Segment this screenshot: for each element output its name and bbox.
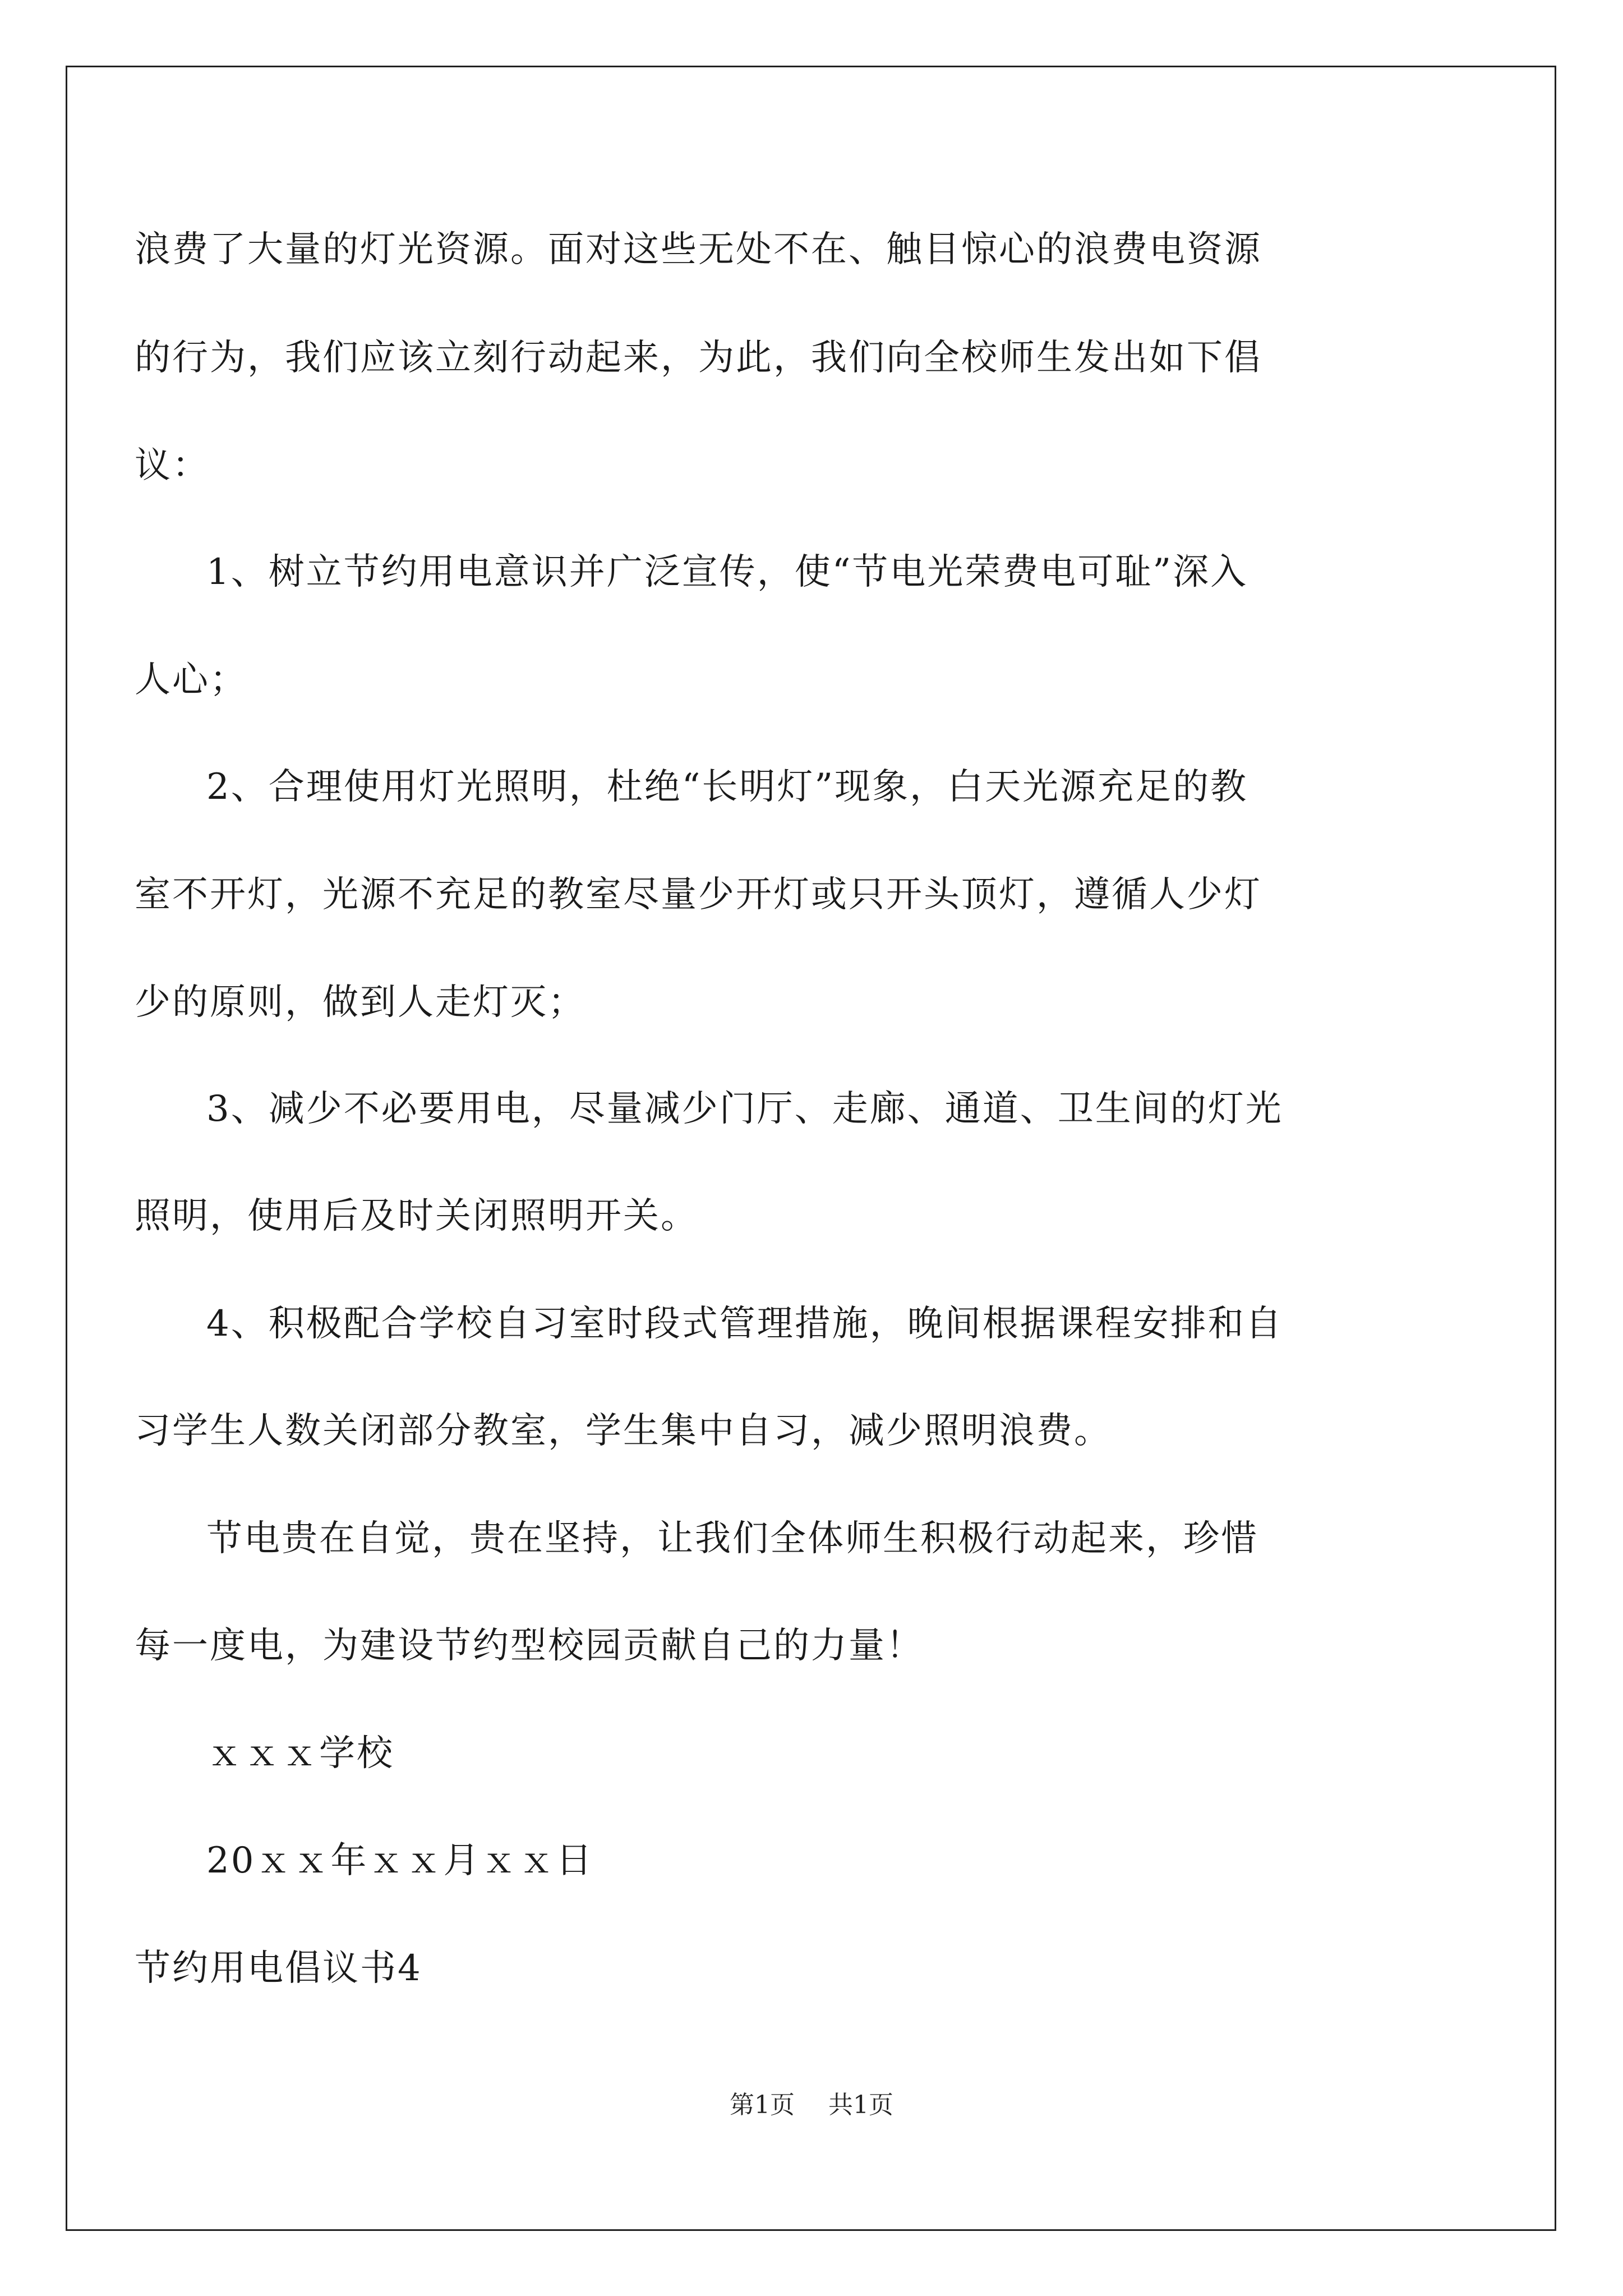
paragraph-line: 浪费了大量的灯光资源。面对这些无处不在、触目惊心的浪费电资源	[135, 229, 1262, 270]
page-border	[66, 66, 1556, 2231]
next-section-title: 节约用电倡议书4	[135, 1948, 422, 1989]
paragraph-line: 每一度电，为建设节约型校园贡献自己的力量！	[135, 1625, 924, 1667]
list-item-1: 1、树立节约用电意识并广泛宣传，使“节电光荣费电可耻”深入	[206, 551, 1248, 593]
list-item-2: 2、合理使用灯光照明，杜绝“长明灯”现象，白天光源充足的教	[206, 766, 1248, 808]
paragraph-line: 室不开灯，光源不充足的教室尽量少开灯或只开头顶灯，遵循人少灯	[135, 874, 1262, 915]
paragraph-line: 人心；	[135, 659, 247, 701]
page-number: 第1页	[730, 2091, 795, 2119]
signature-date: 20ｘｘ年ｘｘ月ｘｘ日	[206, 1840, 594, 1881]
paragraph-line: 照明，使用后及时关闭照明开关。	[135, 1195, 698, 1237]
paragraph-line: 的行为，我们应该立刻行动起来，为此，我们向全校师生发出如下倡	[135, 337, 1262, 379]
signature-school: ｘｘｘ学校	[206, 1733, 394, 1774]
page-total: 共1页	[828, 2091, 893, 2119]
closing-paragraph: 节电贵在自觉，贵在坚持，让我们全体师生积极行动起来，珍惜	[206, 1518, 1258, 1559]
page-footer	[0, 2090, 1623, 2121]
paragraph-line: 议：	[135, 445, 210, 486]
paragraph-line: 习学生人数关闭部分教室，学生集中自习，减少照明浪费。	[135, 1410, 1112, 1452]
list-item-3: 3、减少不必要用电，尽量减少门厅、走廊、通道、卫生间的灯光	[206, 1088, 1283, 1130]
list-item-4: 4、积极配合学校自习室时段式管理措施，晚间根据课程安排和自	[206, 1303, 1283, 1345]
paragraph-line: 少的原则，做到人走灯灭；	[135, 982, 585, 1023]
